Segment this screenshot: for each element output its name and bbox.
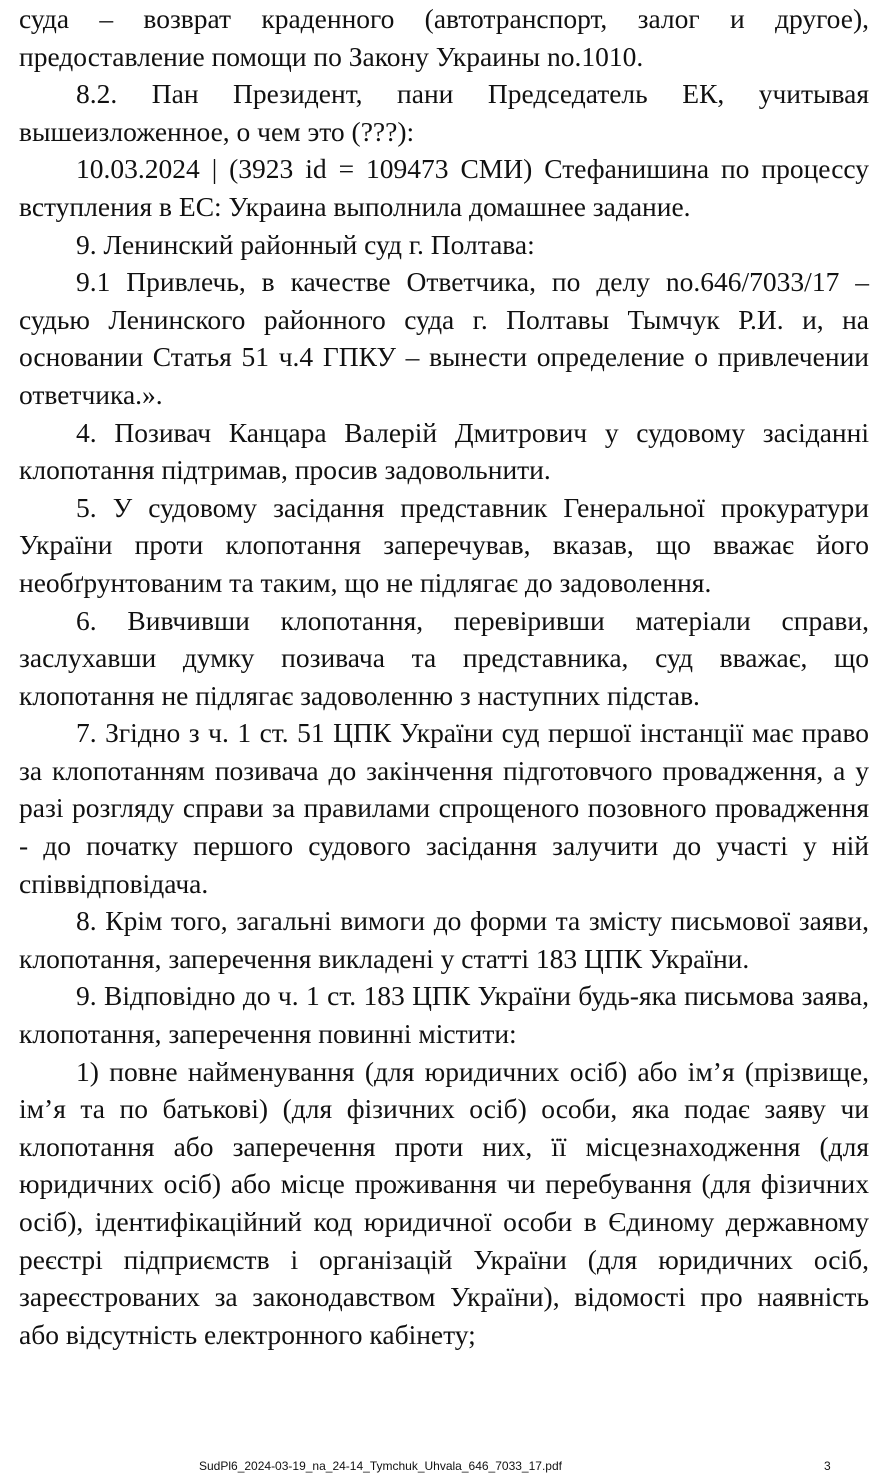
paragraph-4: 4. Позивач Канцара Валерій Дмитрович у судовому засіданні клопотання підтримав, просив задовольнити. [19, 416, 869, 486]
page-footer [0, 1457, 888, 1475]
paragraph-9: 9. Відповідно до ч. 1 ст. 183 ЦПК України будь-яка письмова заява, клопотання, заперечення повинні містити: [19, 980, 869, 1050]
paragraph-list-item-1: 1) повне найменування (для юридичних осіб) або ім’я (прізвище, ім’я та по батькові) (для фізичних осіб) особи, яка подає заяву чи клопотання або заперечення проти них, її місцезнаходження (для юридичних осіб) або місце проживання чи перебування (для фізичних осіб), ідентифікаційний код юридичної особи в Єдиному державному реєстрі підприємств і організацій України (для юридичних осіб, зареєстрованих за законодавством України), відомості про наявність або відсутність електронного кабінету; [19, 1055, 869, 1350]
paragraph-continuation: суда – возврат краденного (автотранспорт, залог и другое), предоставление помощи по Закону Украины no.1010. [19, 3, 869, 72]
paragraph-7: 7. Згідно з ч. 1 ст. 51 ЦПК України суд першої інстанції має право за клопотанням позивача до закінчення підготовчого провадження, а у разі розгляду справи за правилами спрощеного позовного провадження - до початку першого судового засідання залучити до участі у ній співвідповідача. [19, 717, 869, 899]
document-body [19, 0, 869, 1353]
footer-page-number: 3 [824, 1459, 831, 1473]
paragraph-5: 5. У судовому засідання представник Генеральної прокуратури України проти клопотання заперечував, вказав, що вважає його необґрунтованим та таким, що не підлягає до задоволення. [19, 491, 869, 598]
paragraph-6: 6. Вивчивши клопотання, перевіривши матеріали справи, заслухавши думку позивача та представника, суд вважає, що клопотання не підлягає задоволенню з наступних підстав. [19, 604, 869, 711]
paragraph-news-quote: 10.03.2024 | (3923 id = 109473 СМИ) Стефанишина по процессу вступления в ЕС: Украина выполнила домашнее задание. [19, 153, 869, 222]
paragraph-8-2: 8.2. Пан Президент, пани Председатель ЕК, учитывая вышеизложенное, о чем это (???): [19, 78, 869, 147]
paragraph-8: 8. Крім того, загальні вимоги до форми та змісту письмової заяви, клопотання, заперечення викладені у статті 183 ЦПК України. [19, 905, 869, 974]
paragraph-9-heading: 9. Ленинский районный суд г. Полтава: [76, 228, 535, 260]
footer-filename: SudPl6_2024-03-19_na_24-14_Tymchuk_Uhvala_646_7033_17.pdf [199, 1459, 562, 1473]
paragraph-9-1: 9.1 Привлечь, в качестве Ответчика, по делу no.646/7033/17 – судью Ленинского районного суда г. Полтавы Тымчук Р.И. и, на основании Статья 51 ч.4 ГПКУ – вынести определение о привлечении ответчика.». [19, 266, 869, 410]
